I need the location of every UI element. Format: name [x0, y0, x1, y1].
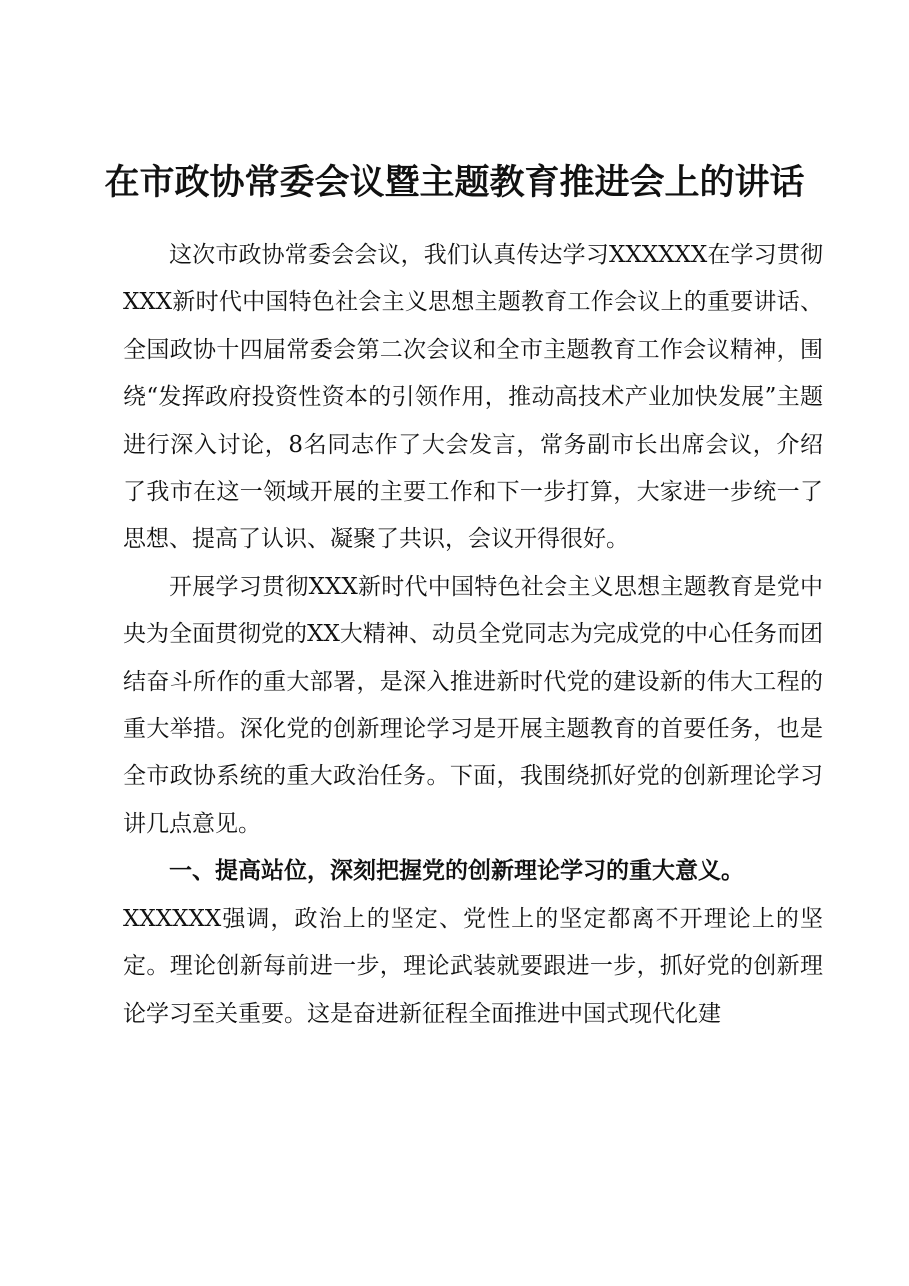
document-body: [123, 232, 823, 1038]
paragraph-1: 这次市政协常委会会议，我们认真传达学习XXXXXX在学习贯彻XXX新时代中国特色社会主义思想主题教育工作会议上的重要讲话、全国政协十四届常委会第二次会议和全市主题教育工作会议精神，围绕“发挥政府投资性资本的引领作用，推动高技术产业加快发展”主题进行深入讨论，8名同志作了大会发言，常务副市长出席会议，介绍了我市在这一领域开展的主要工作和下一步打算，大家进一步统一了思想、提高了认识、凝聚了共识，会议开得很好。: [123, 242, 823, 553]
section-heading: 一、提高站位，深刻把握党的创新理论学习的重大意义。: [169, 858, 744, 885]
document-title: 在市政协常委会议暨主题教育推进会上的讲话: [104, 162, 805, 203]
section-text: XXXXXX强调，政治上的坚定、党性上的坚定都离不开理论上的坚定。理论创新每前进一步，理论武装就要跟进一步，抓好党的创新理论学习至关重要。这是奋进新征程全面推进中国式现代化建: [123, 905, 823, 1027]
paragraph-2: 开展学习贯彻XXX新时代中国特色社会主义思想主题教育是党中央为全面贯彻党的XX大精神、动员全党同志为完成党的中心任务而团结奋斗所作的重大部署，是深入推进新时代党的建设新的伟大工程的重大举措。深化党的创新理论学习是开展主题教育的首要任务，也是全市政协系统的重大政治任务。下面，我围绕抓好党的创新理论学习讲几点意见。: [123, 573, 823, 837]
